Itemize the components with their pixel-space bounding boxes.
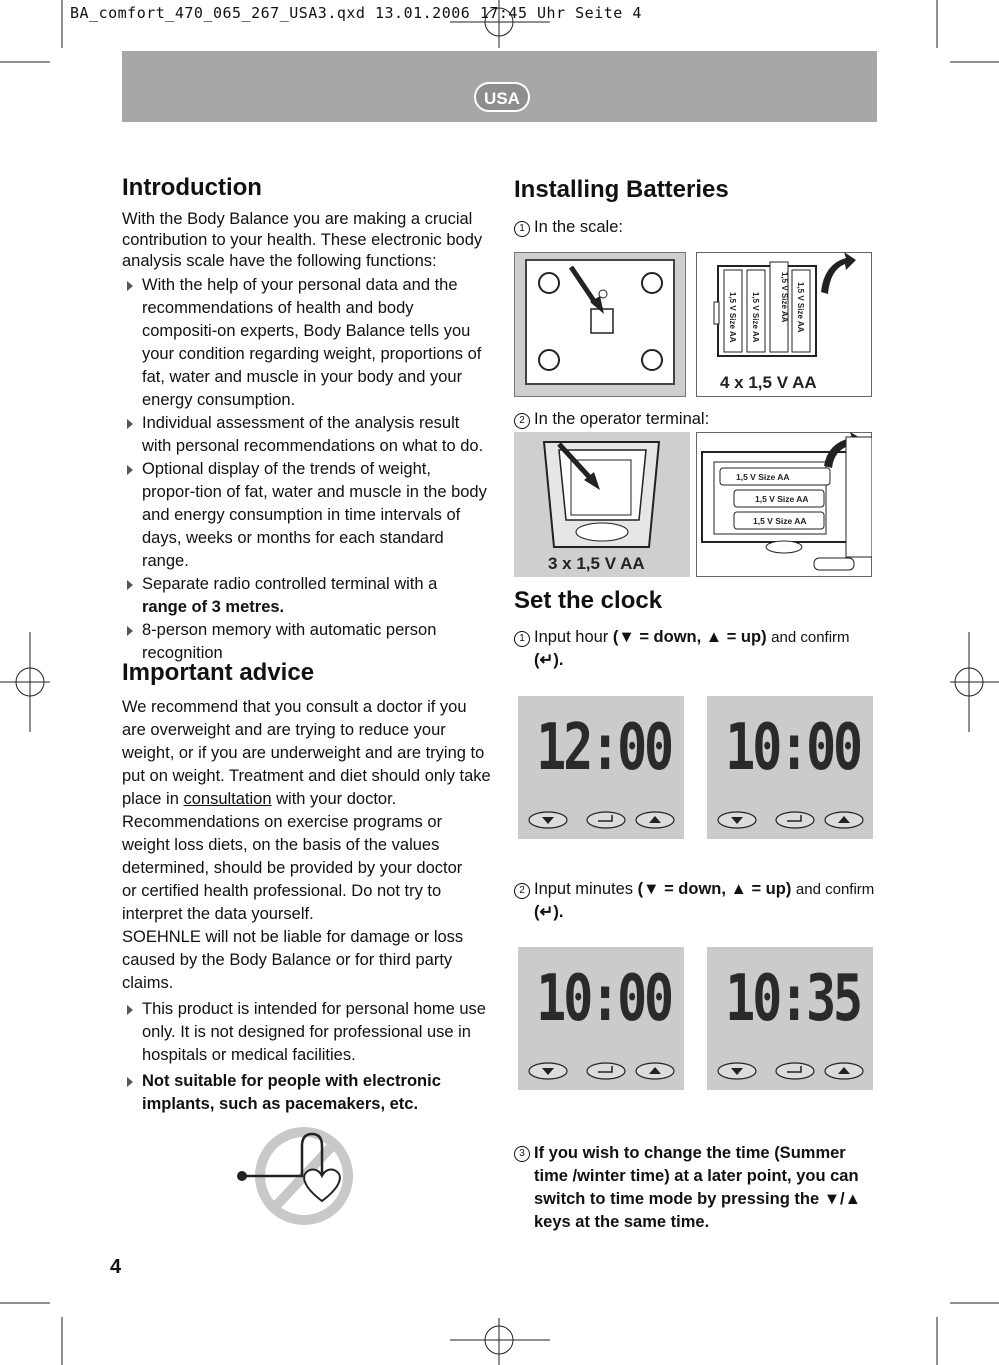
battery-cell-label: 1,5 V Size AA	[796, 282, 805, 333]
introduction-text: With the Body Balance you are making a crucial contribution to your health. These electronic body analysis scale have the following functions:	[122, 210, 483, 270]
battery-step-2	[514, 408, 709, 431]
batteries-title: Installing Batteries	[514, 176, 729, 203]
terminal-back-image	[514, 432, 690, 577]
lcd-display-hour-set	[707, 696, 873, 839]
advice-paragraph: SOEHNLE will not be liable for damage or loss caused by the Body Balance or for third party claims.	[122, 928, 464, 992]
step-text: Input minutes	[534, 880, 634, 898]
scale-battery-label: 4 x 1,5 V AA	[720, 373, 817, 392]
lcd-display-hour-initial	[518, 696, 684, 839]
advice-section	[122, 661, 492, 1116]
terminal-battery-label: 3 x 1,5 V AA	[548, 554, 645, 573]
battery-cell-label: 1,5 V Size AA	[728, 292, 737, 343]
enter-button	[587, 812, 625, 828]
region-badge: USA	[474, 82, 530, 112]
clock-title: Set the clock	[514, 587, 663, 614]
page-number: 4	[110, 1256, 122, 1278]
battery-step-1	[514, 216, 623, 239]
advice-paragraph: or certified health professional. Do not try to interpret the data yourself.	[122, 882, 442, 923]
confirm-text: and confirm	[771, 629, 850, 646]
list-item	[122, 573, 487, 619]
list-item: 8-person memory with automatic person recognition	[122, 619, 487, 665]
advice-text: We recommend that you consult a doctor if you are overweight and are trying to reduce your weight, or if you are underweight and are trying to put on weight. Treatment and diet should only take place in	[122, 698, 491, 808]
consultation-text: consultation	[183, 790, 272, 808]
terminal-battery-compartment-image	[696, 432, 872, 577]
step-text: Input hour	[534, 628, 609, 646]
step-number: 3	[514, 1146, 530, 1162]
step-text: In the scale:	[534, 218, 623, 236]
step-text: If you wish to change the time (Summer time /winter time) at a later point, you can switch to time mode by pressing the ▼/▲ keys at the same time.	[534, 1144, 861, 1231]
list-item: Individual assessment of the analysis result with personal recommendations on what to do.	[122, 412, 487, 458]
enter-symbol: (↵).	[534, 651, 564, 669]
confirm-text: and confirm	[795, 881, 875, 898]
lcd-time: 10:00	[536, 962, 671, 1036]
enter-button	[776, 812, 814, 828]
list-item-text: Separate radio controlled terminal with a	[142, 575, 438, 593]
key-legend: (▼ = down, ▲ = up)	[637, 880, 792, 898]
enter-button	[587, 1063, 625, 1079]
scale-battery-compartment-image	[696, 252, 872, 397]
print-file-header: BA_comfort_470_065_267_USA3.qxd 13.01.2006 17:45 Uhr Seite 4	[70, 4, 642, 22]
list-item: Not suitable for people with electronic implants, such as pacemakers, etc.	[122, 1070, 492, 1116]
advice-list	[122, 998, 492, 1116]
lcd-display-minute-set	[707, 947, 873, 1090]
scale-underside-image	[514, 252, 686, 397]
advice-text: with your doctor.	[276, 790, 397, 808]
enter-button	[776, 1063, 814, 1079]
introduction-section	[122, 176, 487, 665]
battery-cell-label: 1,5 V Size AA	[753, 516, 807, 526]
lcd-time: 10:00	[725, 711, 860, 785]
list-item: This product is intended for personal home use only. It is not designed for professional use in hospitals or medical facilities.	[122, 998, 492, 1067]
clock-step-1	[514, 626, 874, 672]
enter-symbol: (↵).	[534, 903, 564, 921]
advice-paragraph: Recommendations on exercise programs or weight loss diets, on the basis of the values determined, should be provided by your doctor	[122, 813, 463, 877]
battery-cell-label: 1,5 V Size AA	[736, 472, 790, 482]
step-number: 1	[514, 221, 530, 237]
clock-step-3	[514, 1142, 884, 1234]
battery-cell-label: 1,5 V Size AA	[780, 272, 789, 323]
list-item: Optional display of the trends of weight, propor-tion of fat, water and muscle in the body and energy consumption in time intervals of days, weeks or months for each standard range.	[122, 458, 487, 573]
step-text: In the operator terminal:	[534, 410, 710, 428]
lcd-time: 10:35	[725, 962, 860, 1036]
step-number: 2	[514, 883, 530, 899]
introduction-title: Introduction	[122, 174, 262, 201]
range-text: range of 3 metres.	[142, 598, 285, 616]
key-legend: (▼ = down, ▲ = up)	[612, 628, 767, 646]
advice-title: Important advice	[122, 659, 315, 686]
clock-step-2	[514, 878, 884, 924]
battery-cell-label: 1,5 V Size AA	[751, 292, 760, 343]
lcd-time: 12:00	[536, 711, 671, 785]
advice-paragraph	[122, 696, 492, 811]
function-list	[122, 274, 487, 665]
list-item: With the help of your personal data and the recommendations of health and body compositi-on experts, Body Balance tells you your condition regarding weight, proportions of fat, water and muscle in your body and your energy consumption.	[122, 274, 487, 412]
step-number: 1	[514, 631, 530, 647]
no-pacemaker-icon	[232, 1126, 362, 1226]
battery-cell-label: 1,5 V Size AA	[755, 494, 809, 504]
lcd-display-minute-initial	[518, 947, 684, 1090]
step-number: 2	[514, 413, 530, 429]
